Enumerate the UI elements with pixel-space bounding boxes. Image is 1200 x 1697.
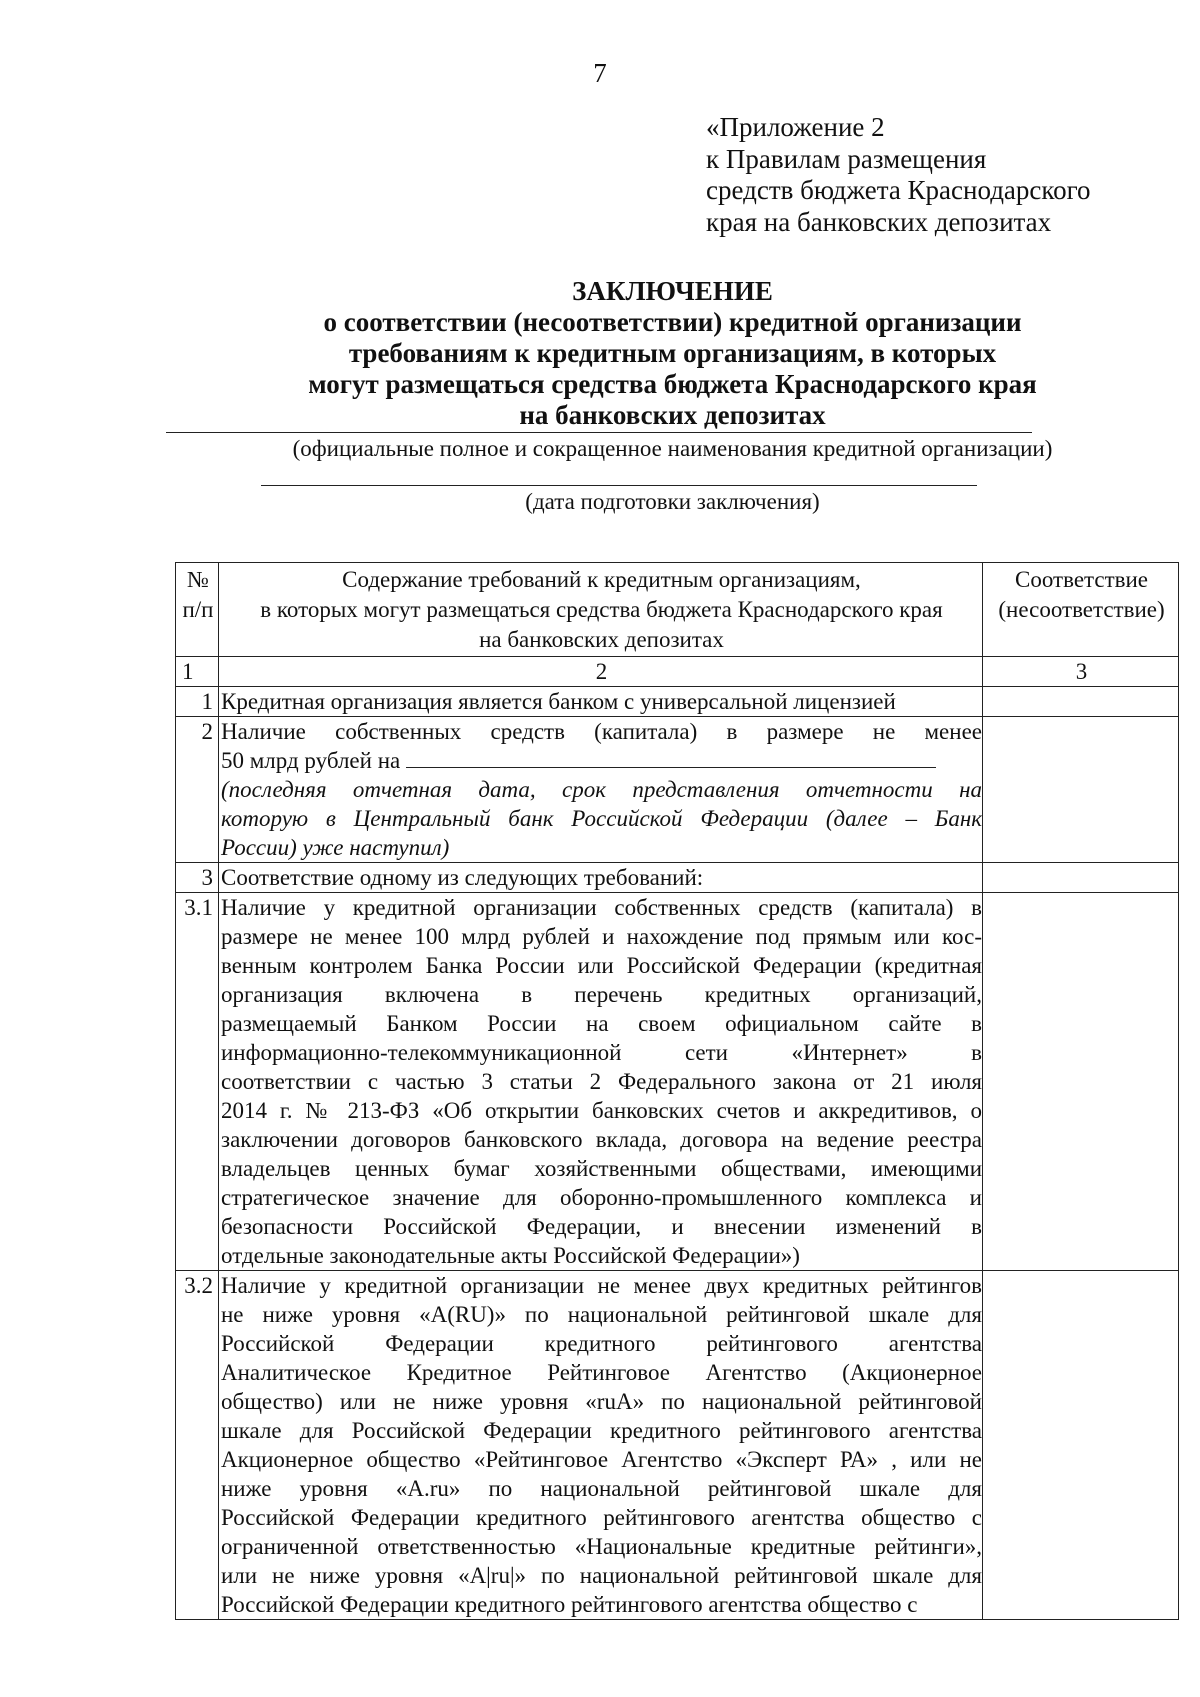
- requirement-line: ниже уровня «A.ru» по национальной рейтинговой шкале для: [221, 1476, 982, 1501]
- requirement-line: 2014 г. № 213-ФЗ «Об открытии банковских счетов и аккредитивов, о: [221, 1098, 982, 1123]
- table-row: [176, 1271, 1179, 1620]
- requirement-text: [219, 687, 983, 717]
- compliance-cell: [983, 893, 1179, 1271]
- page-number: 7: [593, 58, 607, 88]
- header-number-line: п/п: [182, 597, 214, 622]
- requirement-line: общество) или не ниже уровня «ruA» по национальной рейтинговой: [221, 1389, 982, 1414]
- index-cell: 2: [219, 657, 983, 687]
- title-heading: ЗАКЛЮЧЕНИЕ: [572, 276, 773, 306]
- requirement-line-with-blank: [221, 746, 982, 775]
- requirement-line-text: 50 млрд рублей на: [221, 748, 406, 773]
- requirement-line: информационно-телекоммуникационной сети «Интернет» в: [221, 1040, 982, 1065]
- requirement-line: Российской Федерации кредитного рейтингового агентства: [221, 1331, 982, 1356]
- annex-line: края на банковских депозитах: [706, 206, 1052, 237]
- annex-line: «Приложение 2: [706, 112, 885, 142]
- row-number: 1: [176, 687, 219, 717]
- requirements-table: [175, 562, 1179, 1620]
- compliance-cell: [983, 687, 1179, 717]
- requirement-line: организация включена в перечень кредитных организаций,: [221, 982, 982, 1007]
- annex-line: средств бюджета Краснодарского: [706, 175, 1091, 205]
- annex-reference: [706, 112, 1091, 238]
- document-title: [0, 276, 1200, 431]
- requirement-line: ограниченной ответственностью «Национальные кредитные рейтинги»,: [221, 1534, 982, 1559]
- title-line: на банковских депозитах: [519, 400, 826, 430]
- requirement-line: или не ниже уровня «A|ru|» по национальной рейтинговой шкале для: [221, 1563, 982, 1588]
- table-row: [176, 863, 1179, 893]
- index-cell: 1: [176, 657, 219, 687]
- requirement-line: безопасности Российской Федерации, и внесении изменений в: [221, 1214, 982, 1239]
- requirement-text: [219, 717, 983, 863]
- requirement-line: Наличие собственных средств (капитала) в размере не менее: [221, 719, 982, 744]
- requirement-line: Наличие у кредитной организации собственных средств (капитала) в: [221, 895, 982, 920]
- title-line: могут размещаться средства бюджета Краснодарского края: [308, 369, 1037, 399]
- header-number-line: №: [187, 567, 209, 592]
- row-number: 3.1: [176, 893, 219, 1271]
- table-row: [176, 717, 1179, 863]
- requirement-line: Аналитическое Кредитное Рейтинговое Агентство (Акционерное: [221, 1360, 982, 1385]
- org-name-caption: (официальные полное и сокращенное наименования кредитной организации): [292, 436, 1053, 461]
- requirement-note-line: которую в Центральный банк Российской Федерации (далее – Банк: [221, 806, 982, 831]
- table-index-row: [176, 657, 1179, 687]
- fill-in-blank: [406, 747, 936, 768]
- requirement-line: Российской Федерации кредитного рейтингового агентства общество с: [221, 1505, 982, 1530]
- requirement-line: венным контролем Банка России или Российской Федерации (кредитная: [221, 953, 982, 978]
- requirement-line: заключении договоров банковского вклада, договора на ведение реестра: [221, 1127, 982, 1152]
- header-requirement-line: на банковских депозитах: [479, 627, 724, 652]
- index-cell: 3: [983, 657, 1179, 687]
- table-row: [176, 687, 1179, 717]
- header-number: [176, 563, 219, 657]
- requirement-line: Соответствие одному из следующих требований:: [221, 865, 704, 890]
- row-number: 3: [176, 863, 219, 893]
- title-subtitle: [0, 307, 1200, 431]
- requirement-line: Акционерное общество «Рейтинговое Агентство «Эксперт РА» , или не: [221, 1447, 982, 1472]
- title-line: о соответствии (несоответствии) кредитной организации: [323, 307, 1022, 337]
- compliance-cell: [983, 717, 1179, 863]
- row-number: 2: [176, 717, 219, 863]
- requirement-line: владельцев ценных бумаг хозяйственными обществами, имеющими: [221, 1156, 982, 1181]
- requirement-text: [219, 1271, 983, 1620]
- annex-line: к Правилам размещения: [706, 143, 987, 174]
- requirement-line: Кредитная организация является банком с универсальной лицензией: [221, 689, 896, 714]
- table-header-row: [176, 563, 1179, 657]
- header-compliance: [983, 563, 1179, 657]
- header-compliance-line: Соответствие: [1015, 567, 1148, 592]
- requirement-text: [219, 863, 983, 893]
- title-line: требованиям к кредитным организациям, в которых: [348, 338, 997, 368]
- row-number: 3.2: [176, 1271, 219, 1620]
- requirement-line: Российской Федерации кредитного рейтингового агентства общество с: [221, 1592, 918, 1617]
- requirement-line: отдельные законодательные акты Российской Федерации»): [221, 1243, 800, 1268]
- table-row: [176, 893, 1179, 1271]
- requirement-text: [219, 893, 983, 1271]
- requirement-line: размере не менее 100 млрд рублей и нахождение под прямым или кос-: [221, 924, 982, 949]
- requirement-line: шкале для Российской Федерации кредитного рейтингового агентства: [221, 1418, 982, 1443]
- compliance-cell: [983, 1271, 1179, 1620]
- date-blank-line: [261, 485, 977, 486]
- requirement-line: Наличие у кредитной организации не менее двух кредитных рейтингов: [221, 1273, 982, 1298]
- requirement-line: размещаемый Банком России на своем официальном сайте в: [221, 1011, 982, 1036]
- requirement-line: соответствии с частью 3 статьи 2 Федерального закона от 21 июля: [221, 1069, 982, 1094]
- compliance-cell: [983, 863, 1179, 893]
- requirement-line: не ниже уровня «A(RU)» по национальной рейтинговой шкале для: [221, 1302, 982, 1327]
- requirement-note-line: (последняя отчетная дата, срок представления отчетности на: [221, 777, 982, 802]
- requirement-note-line: России) уже наступил): [221, 835, 450, 860]
- header-requirement-line: Содержание требований к кредитным организациям,: [342, 567, 861, 592]
- header-compliance-line: (несоответствие): [998, 597, 1165, 622]
- requirement-line: стратегическое значение для оборонно-промышленного комплекса и: [221, 1185, 982, 1210]
- header-requirement-line: в которых могут размещаться средства бюджета Краснодарского края: [260, 597, 943, 622]
- header-requirement: [219, 563, 983, 657]
- org-name-blank-line: [166, 432, 1032, 433]
- date-caption: (дата подготовки заключения): [525, 489, 820, 514]
